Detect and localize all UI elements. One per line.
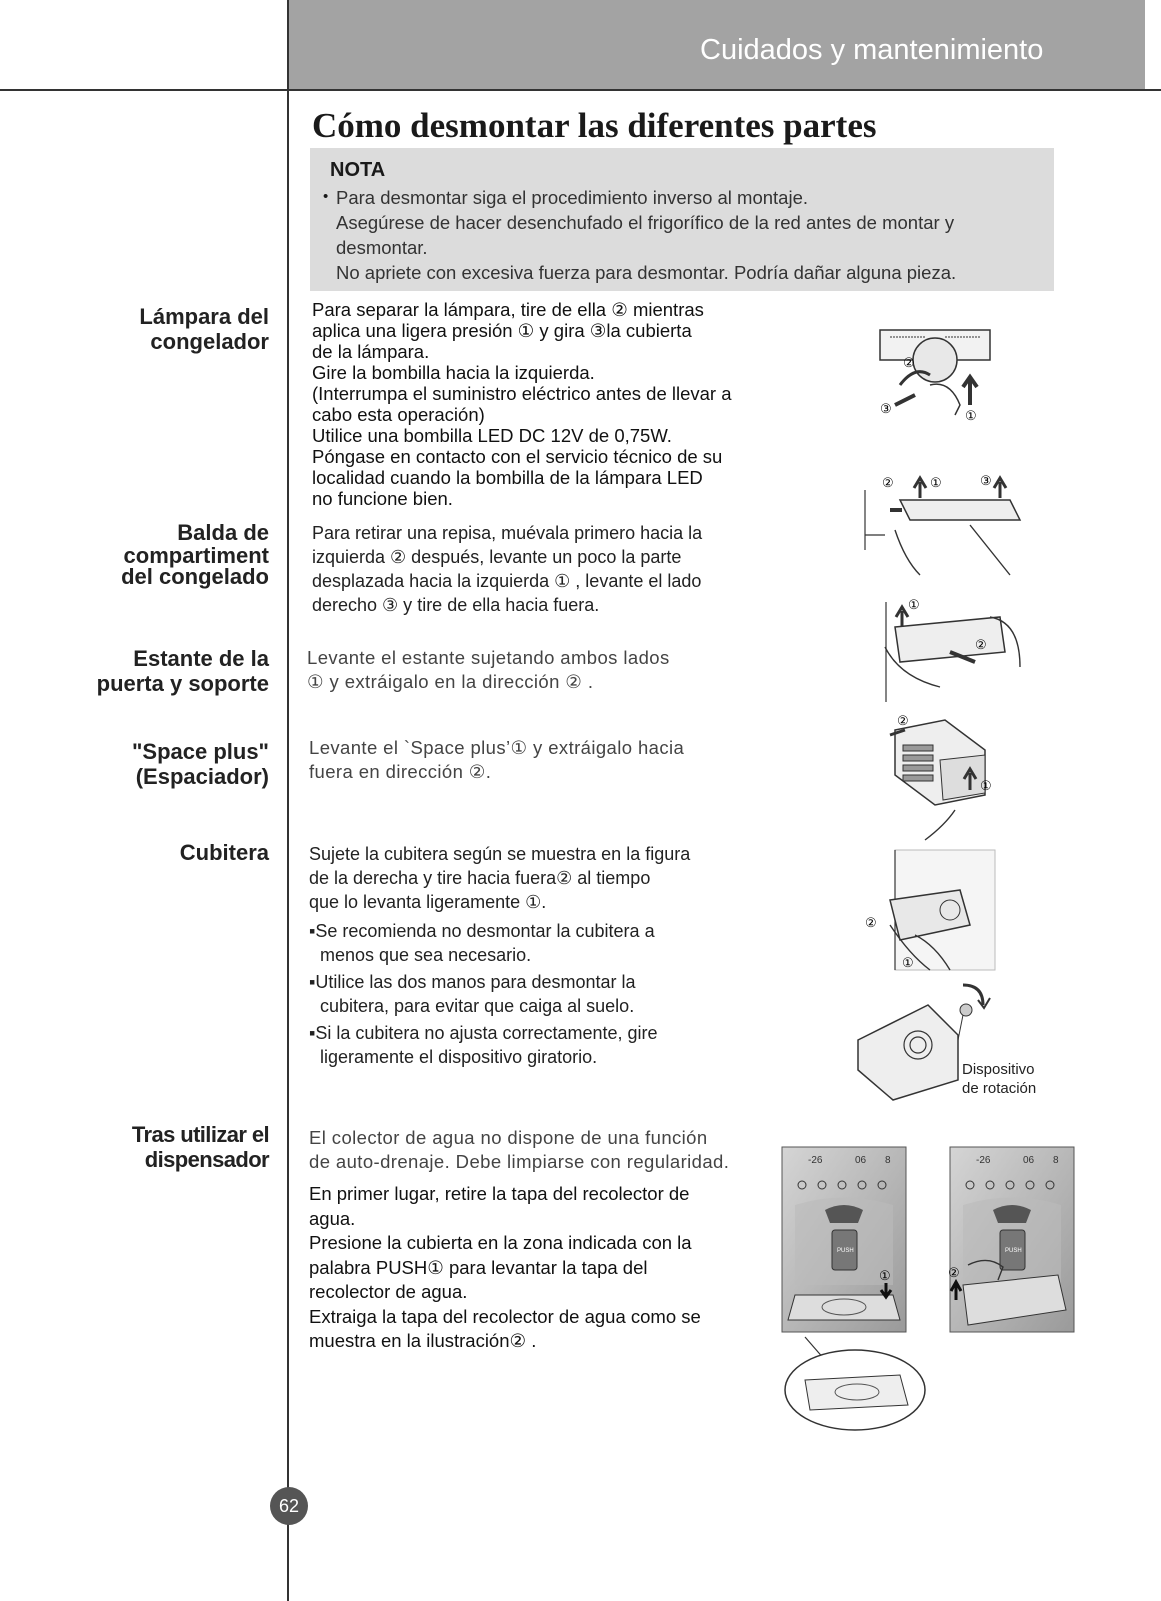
section-label-shelf bbox=[121, 520, 269, 587]
text-line: Levante el estante sujetando ambos lados bbox=[307, 647, 670, 668]
text-line: Extraiga la tapa del recolector de agua como se bbox=[309, 1305, 701, 1327]
text-line: de la derecha y tire hacia fuera② al tiempo bbox=[309, 868, 651, 888]
dispenser-text bbox=[309, 1182, 701, 1354]
drip-tray-cover-illustration bbox=[780, 1335, 930, 1435]
label-line: dispensador bbox=[144, 1147, 269, 1172]
text-line: derecho ③ y tire de ella hacia fuera. bbox=[312, 595, 600, 615]
space-plus-text bbox=[309, 736, 684, 784]
door-bin-text bbox=[307, 646, 670, 694]
note-line: desmontar. bbox=[336, 237, 428, 258]
label-line: congelador bbox=[150, 329, 269, 354]
door-bin-illustration bbox=[880, 597, 1030, 705]
text-line: desplazada hacia la izquierda ① , levante el lado bbox=[312, 571, 702, 591]
text-line: localidad cuando la bombilla de la lámpara LED bbox=[312, 467, 703, 488]
text-line: agua. bbox=[309, 1207, 356, 1229]
marker-label: ② bbox=[948, 1265, 960, 1280]
text-line: ▪Si la cubitera no ajusta correctamente, gire bbox=[309, 1023, 658, 1043]
note-line: Para desmontar siga el procedimiento inverso al montaje. bbox=[336, 187, 808, 208]
push-label: PUSH bbox=[837, 1248, 854, 1254]
dispenser-panel-illustration bbox=[948, 1145, 1078, 1335]
space-plus-illustration bbox=[885, 715, 1015, 845]
text-line: ligeramente el dispositivo giratorio. bbox=[320, 1047, 598, 1067]
display-value: -26 bbox=[976, 1155, 991, 1166]
section-label-dispenser bbox=[132, 1122, 269, 1172]
header-title: Cuidados y mantenimiento bbox=[700, 34, 1044, 66]
page-number: 62 bbox=[270, 1487, 308, 1525]
marker-label: ① bbox=[879, 1268, 891, 1283]
text-line: Utilice una bombilla LED DC 12V de 0,75W. bbox=[312, 425, 672, 446]
text-line: ▪Utilice las dos manos para desmontar la bbox=[309, 972, 636, 992]
marker-label: ① bbox=[930, 475, 942, 490]
display-value: -26 bbox=[808, 1155, 823, 1166]
label-line: puerta y soporte bbox=[96, 671, 269, 696]
marker-label: ① bbox=[902, 955, 914, 970]
text-line: Levante el `Space plus’① y extráigalo hacia bbox=[309, 737, 685, 758]
marker-label: ③ bbox=[980, 473, 992, 488]
text-line: recolector de agua. bbox=[309, 1281, 468, 1302]
callout-line: Dispositivo bbox=[962, 1061, 1035, 1078]
text-line: aplica una ligera presión ① y gira ③la cubierta bbox=[312, 320, 692, 341]
top-rule bbox=[0, 89, 1161, 91]
label-line: Tras utilizar el bbox=[131, 1122, 269, 1147]
text-line: Para retirar una repisa, muévala primero hacia la bbox=[312, 523, 703, 543]
text-line: fuera en dirección ②. bbox=[309, 761, 492, 782]
note-bullet: • bbox=[323, 188, 329, 205]
text-line: no funcione bien. bbox=[312, 488, 453, 509]
marker-label: ① bbox=[980, 778, 992, 793]
dispenser-intro bbox=[309, 1126, 729, 1174]
ice-bin-bullet bbox=[309, 1021, 658, 1069]
label-line: compartiment bbox=[123, 543, 269, 568]
section-label-space-plus bbox=[132, 739, 269, 789]
text-line: cubitera, para evitar que caiga al suelo. bbox=[320, 996, 635, 1016]
text-line: Sujete la cubitera según se muestra en la figura bbox=[309, 844, 691, 864]
text-line: Gire la bombilla hacia la izquierda. bbox=[312, 362, 595, 383]
display-value: 06 bbox=[855, 1155, 867, 1166]
marker-label: ③ bbox=[880, 401, 892, 416]
text-line: ① y extráigalo en la dirección ② . bbox=[307, 671, 594, 692]
label-line: Cubitera bbox=[179, 840, 269, 865]
note-title: NOTA bbox=[330, 159, 386, 181]
rotation-device-callout bbox=[962, 1060, 1036, 1098]
label-line: Balda de bbox=[177, 520, 269, 545]
ice-bin-bullet bbox=[309, 919, 655, 967]
section-label-lamp bbox=[139, 304, 269, 354]
text-line: (Interrumpa el suministro eléctrico antes de llevar a bbox=[312, 383, 732, 404]
marker-label: ② bbox=[903, 355, 915, 370]
section-label-ice-bin bbox=[180, 840, 269, 865]
text-line: de la lámpara. bbox=[312, 341, 430, 362]
section-label-door-bin bbox=[97, 646, 269, 696]
label-line: Estante de la bbox=[133, 646, 269, 671]
callout-line: de rotación bbox=[962, 1080, 1037, 1097]
text-line: En primer lugar, retire la tapa del recolector de bbox=[309, 1183, 690, 1204]
marker-label: ② bbox=[897, 715, 909, 728]
push-label: PUSH bbox=[1005, 1248, 1022, 1254]
note-line: Asegúrese de hacer desenchufado el frigorífico de la red antes de montar y bbox=[336, 212, 955, 233]
text-line: muestra en la ilustración② . bbox=[309, 1330, 537, 1351]
text-line: que lo levanta ligeramente ①. bbox=[309, 892, 547, 912]
ice-bin-text bbox=[309, 842, 690, 914]
marker-label: ② bbox=[882, 475, 894, 490]
vertical-rule bbox=[287, 0, 289, 1601]
text-line: menos que sea necesario. bbox=[320, 945, 532, 965]
text-line: Para separar la lámpara, tire de ella ② mientras bbox=[312, 299, 704, 320]
marker-label: ① bbox=[908, 597, 920, 612]
text-line: Póngase en contacto con el servicio técnico de su bbox=[312, 446, 723, 467]
shelf-illustration bbox=[860, 470, 1030, 585]
dispenser-panel-illustration bbox=[780, 1145, 910, 1335]
label-line: "Space plus" bbox=[131, 739, 269, 764]
text-line: El colector de agua no dispone de una función bbox=[309, 1127, 708, 1148]
ice-bin-illustration bbox=[860, 845, 1005, 975]
display-value: 8 bbox=[1053, 1155, 1059, 1166]
lamp-illustration bbox=[870, 325, 1020, 435]
text-line: Presione la cubierta en la zona indicada con la bbox=[309, 1232, 692, 1253]
text-line: de auto-drenaje. Debe limpiarse con regularidad. bbox=[309, 1151, 730, 1172]
display-value: 8 bbox=[885, 1155, 891, 1166]
shelf-text bbox=[312, 521, 702, 617]
text-line: ▪Se recomienda no desmontar la cubitera a bbox=[309, 921, 655, 941]
label-line: (Espaciador) bbox=[135, 764, 269, 789]
marker-label: ② bbox=[975, 637, 987, 652]
marker-label: ① bbox=[965, 408, 977, 423]
text-line: palabra PUSH① para levantar la tapa del bbox=[309, 1256, 648, 1278]
note-line: No apriete con excesiva fuerza para desmontar. Podría dañar alguna pieza. bbox=[336, 262, 957, 283]
text-line: cabo esta operación) bbox=[312, 404, 485, 425]
display-value: 06 bbox=[1023, 1155, 1035, 1166]
ice-bin-bullet bbox=[309, 970, 636, 1018]
text-line: izquierda ② después, levante un poco la parte bbox=[312, 547, 682, 567]
label-line: Lámpara del bbox=[139, 304, 269, 329]
marker-label: ② bbox=[865, 915, 877, 930]
label-line: del congelado bbox=[121, 564, 269, 589]
page-title: Cómo desmontar las diferentes partes bbox=[312, 106, 877, 145]
lamp-text bbox=[312, 299, 732, 509]
